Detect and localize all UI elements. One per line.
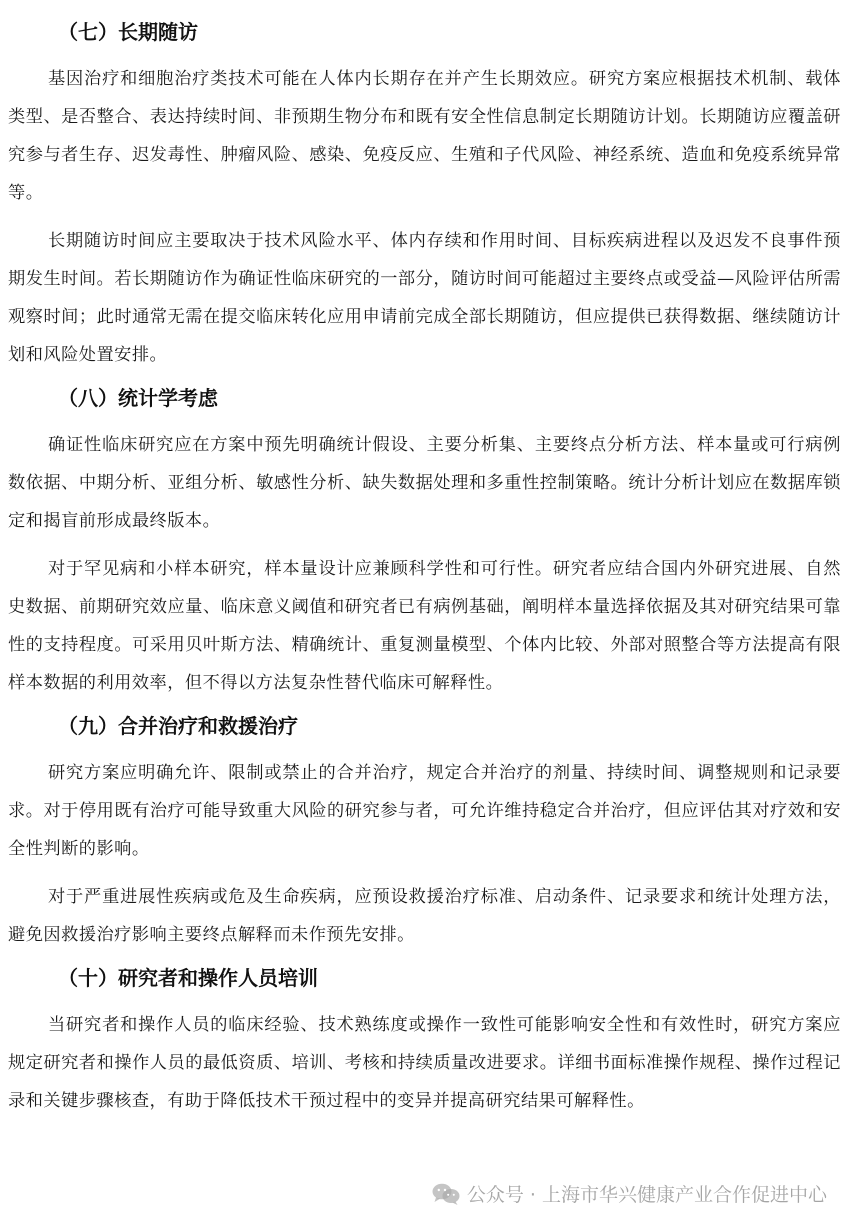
watermark-text: 公众号 · 上海市华兴健康产业合作促进中心: [466, 1184, 827, 1206]
paragraph: 对于罕见病和小样本研究，样本量设计应兼顾科学性和可行性。研究者应结合国内外研究进展、自然史数据、前期研究效应量、临床意义阈值和研究者已有病例基础，阐明样本量选择依据及其对研究结果可靠性的支持程度。可采用贝叶斯方法、精确统计、重复测量模型、个体内比较、外部对照整合等方法提高有限样本数据的利用效率，但不得以方法复杂性替代临床可解释性。: [8, 559, 841, 693]
section-heading: （十）研究者和操作人员培训: [58, 966, 318, 990]
section-heading: （七）长期随访: [58, 20, 198, 44]
section-heading: （九）合并治疗和救援治疗: [58, 714, 298, 738]
wechat-watermark: [431, 1180, 827, 1207]
paragraph: 确证性临床研究应在方案中预先明确统计假设、主要分析集、主要终点分析方法、样本量或可行病例数依据、中期分析、亚组分析、敏感性分析、缺失数据处理和多重性控制策略。统计分析计划应在数据库锁定和揭盲前形成最终版本。: [8, 435, 841, 531]
paragraph: 基因治疗和细胞治疗类技术可能在人体内长期存在并产生长期效应。研究方案应根据技术机制、载体类型、是否整合、表达持续时间、非预期生物分布和既有安全性信息制定长期随访计划。长期随访应覆盖研究参与者生存、迟发毒性、肿瘤风险、感染、免疫反应、生殖和子代风险、神经系统、造血和免疫系统异常等。: [8, 69, 841, 203]
section-investigator-training: [8, 960, 841, 1120]
section-heading: （八）统计学考虑: [58, 386, 218, 410]
section-long-term-follow-up: [8, 14, 841, 374]
paragraph: 长期随访时间应主要取决于技术风险水平、体内存续和作用时间、目标疾病进程以及迟发不良事件预期发生时间。若长期随访作为确证性临床研究的一部分，随访时间可能超过主要终点或受益—风险评估所需观察时间；此时通常无需在提交临床转化应用申请前完成全部长期随访，但应提供已获得数据、继续随访计划和风险处置安排。: [8, 231, 841, 365]
paragraph: 研究方案应明确允许、限制或禁止的合并治疗，规定合并治疗的剂量、持续时间、调整规则和记录要求。对于停用既有治疗可能导致重大风险的研究参与者，可允许维持稳定合并治疗，但应评估其对疗效和安全性判断的影响。: [8, 763, 841, 859]
wechat-icon: [431, 1182, 461, 1206]
paragraph: 对于严重进展性疾病或危及生命疾病，应预设救援治疗标准、启动条件、记录要求和统计处理方法，避免因救援治疗影响主要终点解释而未作预先安排。: [8, 887, 841, 945]
section-concomitant-rescue-therapy: [8, 708, 841, 954]
section-statistics: [8, 380, 841, 702]
paragraph: 当研究者和操作人员的临床经验、技术熟练度或操作一致性可能影响安全性和有效性时，研究方案应规定研究者和操作人员的最低资质、培训、考核和持续质量改进要求。详细书面标准操作规程、操作过程记录和关键步骤核查，有助于降低技术干预过程中的变异并提高研究结果可解释性。: [8, 1015, 841, 1111]
